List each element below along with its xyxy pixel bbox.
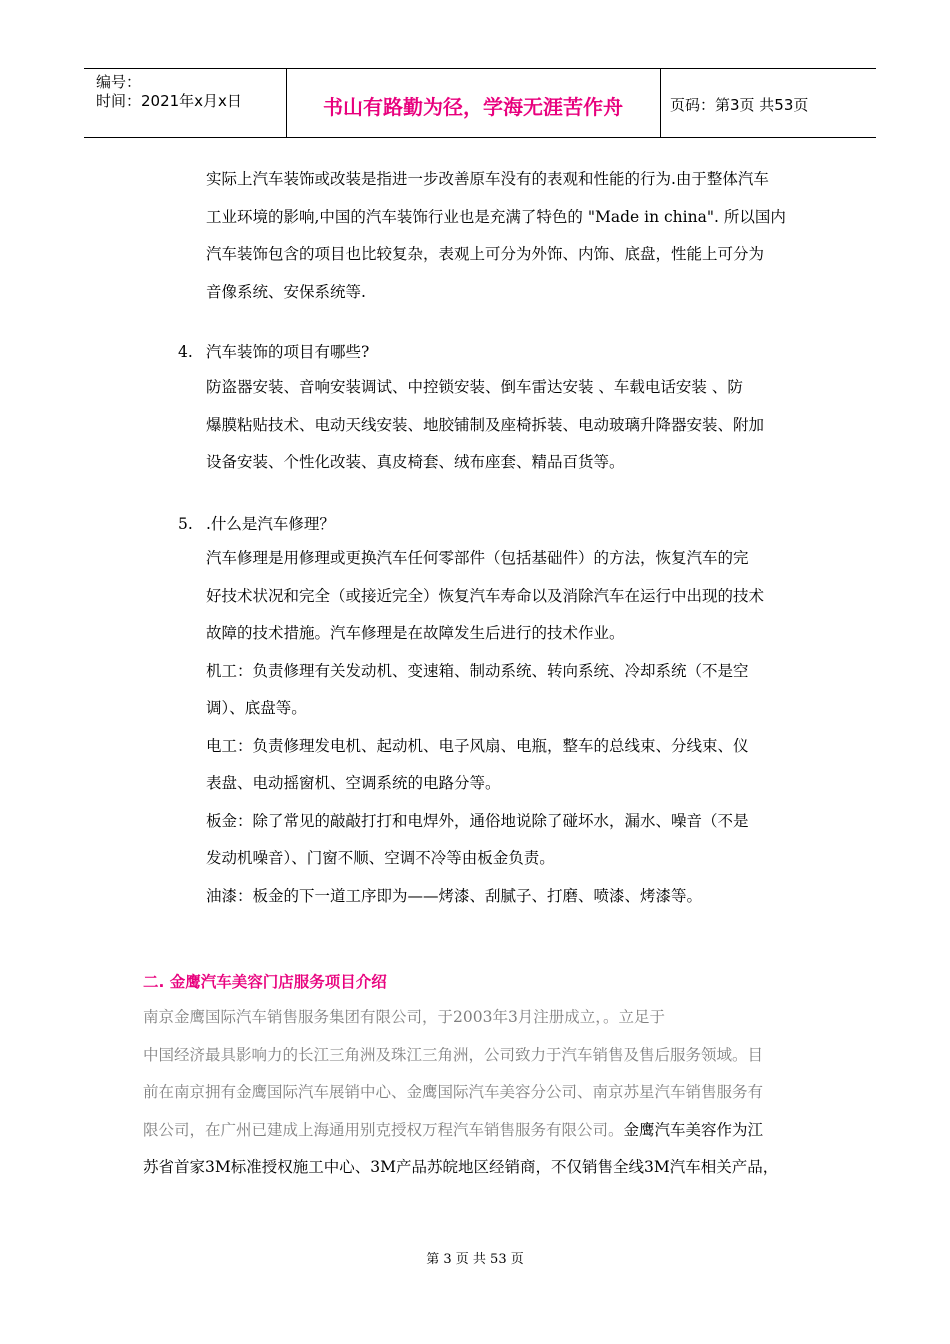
- intro-line: 实际上汽车装饰或改装是指进一步改善原车没有的表观和性能的行为.由于整体汽车: [206, 170, 769, 188]
- section-2-line-black-part: 金鹰汽车美容作为江: [623, 1120, 764, 1139]
- section-2-line-gray-part: 限公司，在广州已建成上海通用别克授权万程汽车销售服务有限公司。: [143, 1120, 624, 1139]
- answer-line: 爆膜粘贴技术、电动天线安装、地胶铺制及座椅拆装、电动玻璃升降器安装、附加: [206, 415, 765, 434]
- answer-line: 机工：负责修理有关发动机、变速箱、制动系统、转向系统、冷却系统（不是空: [206, 661, 749, 680]
- header-motto-cell: [286, 69, 661, 137]
- header-page-info: 页码：第3页 共53页: [670, 96, 809, 114]
- intro-line: 音像系统、安保系统等.: [206, 282, 366, 301]
- document-date-label: 时间：2021年x月x日: [96, 92, 242, 110]
- question-5-heading: .什么是汽车修理？: [206, 515, 335, 533]
- intro-line: 汽车装饰包含的项目也比较复杂，表观上可分为外饰、内饰、底盘，性能上可分为: [206, 245, 765, 263]
- answer-line: 表盘、电动摇窗机、空调系统的电路分等。: [206, 774, 501, 792]
- intro-paragraph: [206, 161, 820, 311]
- header-meta-cell: [84, 69, 287, 137]
- answer-line: 好技术状况和完全（或接近完全）恢复汽车寿命以及消除汽车在运行中出现的技术: [206, 586, 765, 605]
- question-5-number: 5.: [178, 515, 193, 533]
- answer-line: 汽车修理是用修理或更换汽车任何零部件（包括基础件）的方法，恢复汽车的完: [206, 549, 749, 567]
- header-motto: 书山有路勤为径，学海无涯苦作舟: [323, 95, 623, 119]
- answer-line: 故障的技术措施。汽车修理是在故障发生后进行的技术作业。: [206, 624, 625, 642]
- section-2-line: 南京金鹰国际汽车销售服务集团有限公司，于2003年3月注册成立，。立足于: [143, 1008, 666, 1026]
- question-4-heading: 汽车装饰的项目有哪些?: [206, 343, 370, 361]
- answer-line: 防盗器安装、音响安装调试、中控锁安装、倒车雷达安装 、车载电话安装 、防: [206, 378, 743, 396]
- answer-line: 调）、底盘等。: [206, 699, 307, 717]
- section-2-line: 苏省首家3M标准授权施工中心、3M产品苏皖地区经销商，不仅销售全线3M汽车相关产品，: [143, 1158, 779, 1176]
- answer-line: 油漆：板金的下一道工序即为——烤漆、刮腻子、打磨、喷漆、烤漆等。: [206, 886, 703, 905]
- question-4-answer: [206, 369, 820, 482]
- section-2-body: [143, 999, 819, 1187]
- page-footer: 第 3 页 共 53 页: [426, 1252, 524, 1267]
- question-5-answer: [206, 540, 820, 915]
- question-4-number: 4.: [178, 343, 193, 361]
- answer-line: 电工：负责修理发电机、起动机、电子风扇、电瓶，整车的总线束、分线束、仪: [206, 736, 749, 755]
- page-header: [84, 68, 876, 138]
- section-2-line: 中国经济最具影响力的长江三角洲及珠江三角洲，公司致力于汽车销售及售后服务领域。目: [143, 1045, 764, 1064]
- section-2-line: 前在南京拥有金鹰国际汽车展销中心、金鹰国际汽车美容分公司、南京苏星汽车销售服务有: [143, 1083, 764, 1101]
- answer-line: 发动机噪音）、门窗不顺、空调不冷等由板金负责。: [206, 849, 555, 867]
- answer-line: 板金：除了常见的敲敲打打和电焊外，通俗地说除了碰坏水，漏水、噪音（不是: [206, 811, 749, 830]
- document-number-label: 编号：: [96, 73, 142, 91]
- answer-line: 设备安装、个性化改装、真皮椅套、绒布座套、精品百货等。: [206, 453, 625, 471]
- intro-line: 工业环境的影响,中国的汽车装饰行业也是充满了特色的 "Made in china". 所以国内: [206, 207, 786, 226]
- header-page-cell: [660, 69, 876, 137]
- section-2-line-mixed: [143, 1112, 819, 1150]
- section-2-title: 二. 金鹰汽车美容门店服务项目介绍: [143, 973, 387, 991]
